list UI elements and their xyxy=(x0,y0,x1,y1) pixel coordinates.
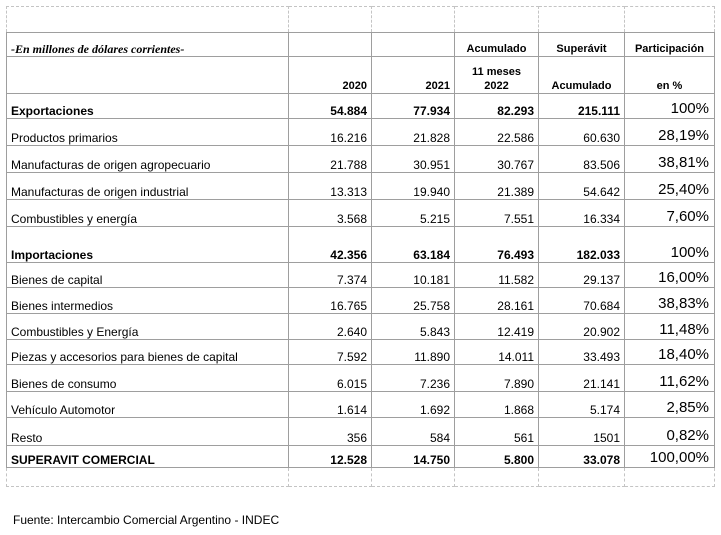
row-participacion: 11,62% xyxy=(625,365,715,392)
table-row xyxy=(7,288,715,314)
row-2020: 3.568 xyxy=(289,200,372,227)
row-participacion: 25,40% xyxy=(625,173,715,200)
row-label: Importaciones xyxy=(7,227,289,263)
row-label: Exportaciones xyxy=(7,94,289,119)
table-row xyxy=(7,365,715,392)
row-superavit: 29.137 xyxy=(539,263,625,288)
table-row xyxy=(7,418,715,446)
header-acumulado-top: Acumulado xyxy=(455,33,539,57)
row-superavit: 16.334 xyxy=(539,200,625,227)
table-row xyxy=(7,146,715,173)
header-participacion-top: Participación xyxy=(625,33,715,57)
row-2020: 54.884 xyxy=(289,94,372,119)
row-acumulado: 1.868 xyxy=(455,392,539,418)
row-participacion: 38,81% xyxy=(625,146,715,173)
row-label: Bienes intermedios xyxy=(7,288,289,314)
row-participacion: 18,40% xyxy=(625,340,715,365)
row-acumulado: 12.419 xyxy=(455,314,539,340)
source-note: Fuente: Intercambio Comercial Argentino - INDEC xyxy=(13,513,280,527)
blank-top-row xyxy=(7,7,715,33)
table-row xyxy=(7,340,715,365)
row-participacion: 100% xyxy=(625,94,715,119)
row-2020: 12.528 xyxy=(289,446,372,468)
row-2021: 21.828 xyxy=(372,119,455,146)
header-2020: 2020 xyxy=(289,57,372,94)
row-acumulado: 7.551 xyxy=(455,200,539,227)
header-row-1 xyxy=(7,33,715,57)
row-2020: 2.640 xyxy=(289,314,372,340)
row-superavit: 33.493 xyxy=(539,340,625,365)
row-label: Bienes de capital xyxy=(7,263,289,288)
table-subtitle: -En millones de dólares corrientes- xyxy=(7,33,289,57)
header-2021: 2021 xyxy=(372,57,455,94)
row-label: SUPERAVIT COMERCIAL xyxy=(7,446,289,468)
row-superavit: 1501 xyxy=(539,418,625,446)
row-participacion: 16,00% xyxy=(625,263,715,288)
blank-bottom-row xyxy=(7,468,715,487)
row-2021: 7.236 xyxy=(372,365,455,392)
table-row xyxy=(7,314,715,340)
row-2021: 14.750 xyxy=(372,446,455,468)
row-participacion: 38,83% xyxy=(625,288,715,314)
row-2020: 1.614 xyxy=(289,392,372,418)
row-superavit: 5.174 xyxy=(539,392,625,418)
row-superavit: 33.078 xyxy=(539,446,625,468)
row-2020: 6.015 xyxy=(289,365,372,392)
row-superavit: 60.630 xyxy=(539,119,625,146)
table-row xyxy=(7,200,715,227)
row-2021: 5.215 xyxy=(372,200,455,227)
row-acumulado: 11.582 xyxy=(455,263,539,288)
row-2021: 19.940 xyxy=(372,173,455,200)
data-table-sheet xyxy=(6,6,714,487)
row-superavit: 20.902 xyxy=(539,314,625,340)
row-label: Combustibles y energía xyxy=(7,200,289,227)
row-label: Resto xyxy=(7,418,289,446)
header-acumulado-year: 2022 xyxy=(484,80,509,92)
row-acumulado: 561 xyxy=(455,418,539,446)
row-2020: 16.216 xyxy=(289,119,372,146)
row-acumulado: 28.161 xyxy=(455,288,539,314)
row-2020: 7.592 xyxy=(289,340,372,365)
table-row xyxy=(7,173,715,200)
row-2021: 10.181 xyxy=(372,263,455,288)
row-label: Combustibles y Energía xyxy=(7,314,289,340)
row-2020: 21.788 xyxy=(289,146,372,173)
row-2021: 30.951 xyxy=(372,146,455,173)
table-row-total xyxy=(7,446,715,468)
row-2020: 7.374 xyxy=(289,263,372,288)
row-participacion: 0,82% xyxy=(625,418,715,446)
row-acumulado: 14.011 xyxy=(455,340,539,365)
row-acumulado: 82.293 xyxy=(455,94,539,119)
header-row-2 xyxy=(7,57,715,94)
header-acumulado-period xyxy=(455,57,539,94)
header-participacion-bottom: en % xyxy=(625,57,715,94)
table-row xyxy=(7,392,715,418)
row-label: Manufacturas de origen agropecuario xyxy=(7,146,289,173)
row-superavit: 182.033 xyxy=(539,227,625,263)
row-2021: 584 xyxy=(372,418,455,446)
row-participacion: 11,48% xyxy=(625,314,715,340)
row-label: Piezas y accesorios para bienes de capital xyxy=(7,340,289,365)
row-superavit: 21.141 xyxy=(539,365,625,392)
row-label: Manufacturas de origen industrial xyxy=(7,173,289,200)
row-label: Vehículo Automotor xyxy=(7,392,289,418)
trade-table xyxy=(6,6,715,487)
table-row xyxy=(7,263,715,288)
row-2020: 13.313 xyxy=(289,173,372,200)
row-label: Productos primarios xyxy=(7,119,289,146)
row-superavit: 83.506 xyxy=(539,146,625,173)
row-participacion: 28,19% xyxy=(625,119,715,146)
row-participacion: 100% xyxy=(625,227,715,263)
row-label: Bienes de consumo xyxy=(7,365,289,392)
row-2021: 1.692 xyxy=(372,392,455,418)
row-2020: 356 xyxy=(289,418,372,446)
row-2021: 63.184 xyxy=(372,227,455,263)
row-2021: 11.890 xyxy=(372,340,455,365)
table-row xyxy=(7,94,715,119)
row-acumulado: 30.767 xyxy=(455,146,539,173)
row-participacion: 7,60% xyxy=(625,200,715,227)
header-superavit-top: Superávit xyxy=(539,33,625,57)
row-superavit: 70.684 xyxy=(539,288,625,314)
row-2021: 77.934 xyxy=(372,94,455,119)
row-2021: 25.758 xyxy=(372,288,455,314)
row-2020: 16.765 xyxy=(289,288,372,314)
row-2020: 42.356 xyxy=(289,227,372,263)
row-acumulado: 22.586 xyxy=(455,119,539,146)
row-participacion: 2,85% xyxy=(625,392,715,418)
header-superavit-bottom: Acumulado xyxy=(539,57,625,94)
row-acumulado: 7.890 xyxy=(455,365,539,392)
table-row xyxy=(7,119,715,146)
row-acumulado: 21.389 xyxy=(455,173,539,200)
row-2021: 5.843 xyxy=(372,314,455,340)
header-acumulado-mid: 11 meses xyxy=(472,66,521,78)
row-participacion: 100,00% xyxy=(625,446,715,468)
row-superavit: 54.642 xyxy=(539,173,625,200)
row-acumulado: 76.493 xyxy=(455,227,539,263)
table-row xyxy=(7,227,715,263)
row-acumulado: 5.800 xyxy=(455,446,539,468)
row-superavit: 215.111 xyxy=(539,94,625,119)
